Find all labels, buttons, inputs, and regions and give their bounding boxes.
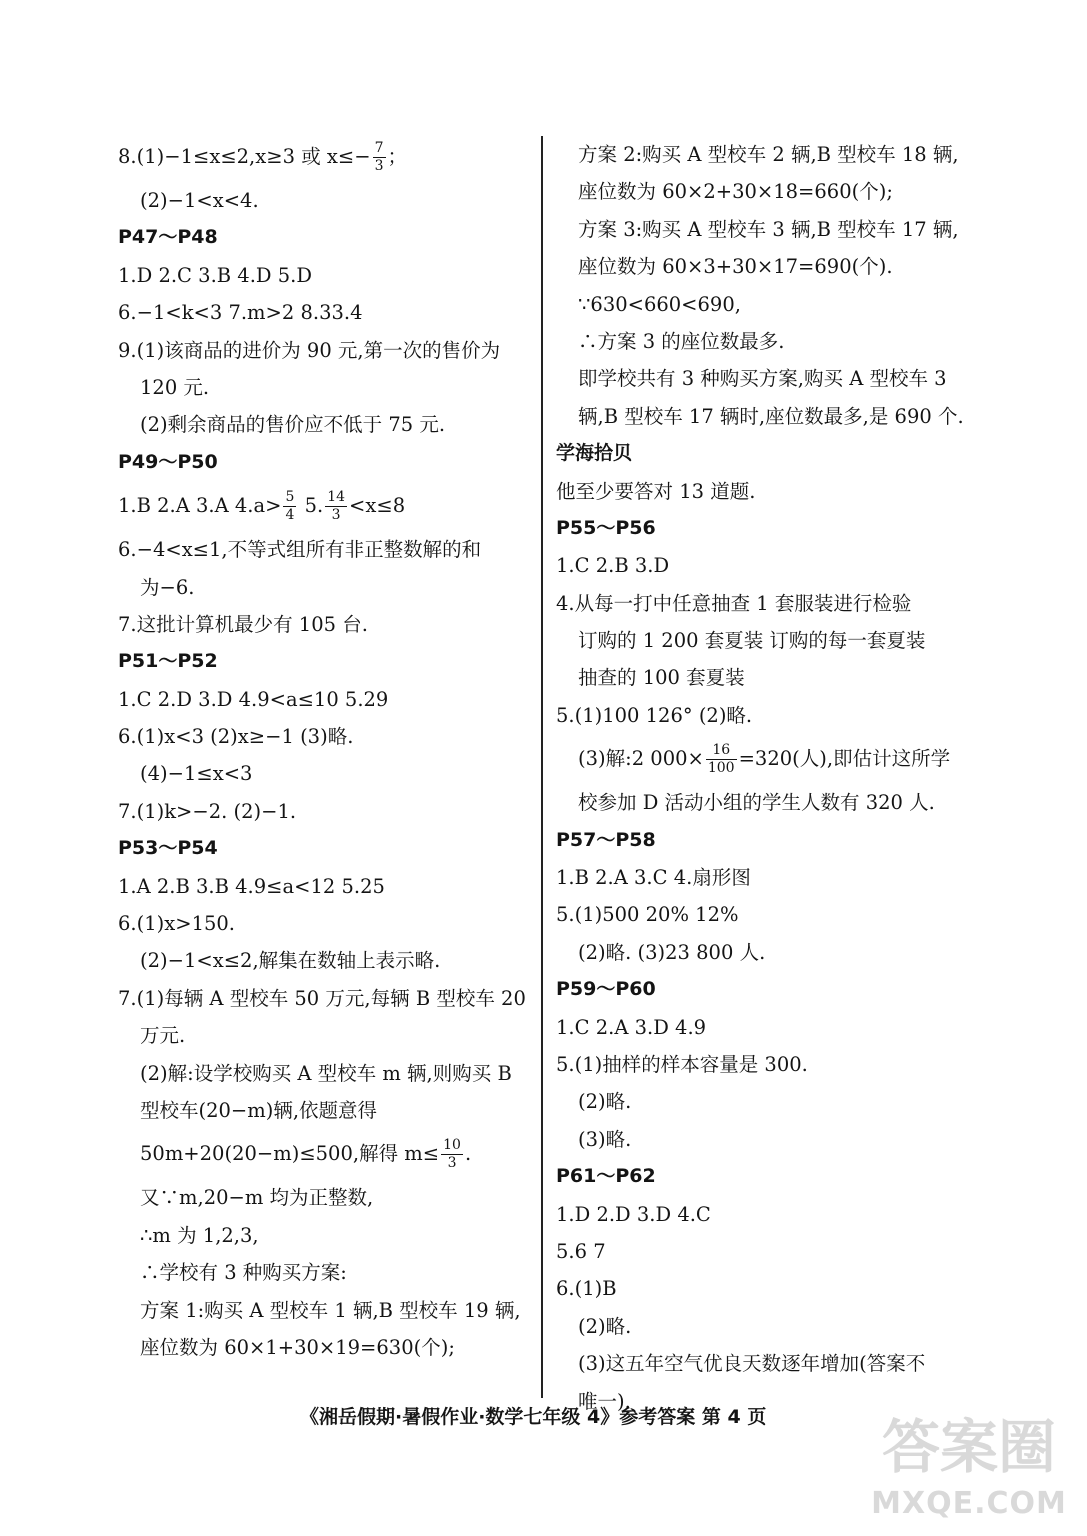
fraction [283,489,296,524]
question-number: 8. [118,145,137,168]
answer-line [118,132,530,182]
answer-line: ∴学校有 3 种购买方案: [140,1261,347,1285]
answer-line: 6.(1)x<3 (2)x≥−1 (3)略. [118,725,354,749]
answer-line: 1.B 2.A 3.C 4.扇形图 [556,866,751,890]
section-heading: P57～P58 [556,828,656,851]
section-heading: 学海拾贝 [556,442,633,465]
numerator: 16 [706,742,737,760]
answer-line: 1.C 2.B 3.D [556,554,670,578]
answer-line: 5.(1)500 20% 12% [556,903,739,927]
answer-line: 又∵m,20−m 均为正整数, [140,1186,374,1210]
answer-text: <x≤8 [349,494,406,518]
answer-line: 唯一). [578,1389,631,1413]
answer-line: 120 元. [140,375,210,399]
numerator: 10 [443,1137,461,1154]
answer-line: (3)略. [578,1127,632,1151]
denominator: 4 [285,507,295,524]
answer-line: (2)略. (3)23 800 人. [578,940,766,964]
answer-line: 订购的 1 200 套夏装 订购的每一套夏装 [578,629,926,653]
denominator: 100 [707,760,735,777]
answer-line: 1.A 2.B 3.B 4.9≤a<12 5.25 [118,874,385,898]
answer-line: 6.(1)x>150. [118,912,235,936]
left-column [118,132,530,1366]
fraction [325,489,347,524]
answer-line: ∵630<660<690, [578,292,741,316]
answer-line: 校参加 D 活动小组的学生人数有 320 人. [578,791,935,815]
answer-line: 7.(1)k>−2. (2)−1. [118,799,297,823]
section-heading: P55～P56 [556,516,656,539]
answer-text: ； [387,145,408,168]
answer-line: 1.C 2.A 3.D 4.9 [556,1015,707,1039]
section-heading: P47～P48 [118,226,218,249]
answer-text: =320(人),即估计这所学 [738,747,951,771]
answer-line [118,481,530,531]
answer-line: 方案 3:购买 A 型校车 3 辆,B 型校车 17 辆, [578,217,959,241]
answer-line: 1.C 2.D 3.D 4.9<a≤10 5.29 [118,687,389,711]
answer-line: 即学校共有 3 种购买方案,购买 A 型校车 3 [578,367,947,391]
answer-line [556,734,976,784]
answer-line: 5.(1)抽样的样本容量是 300. [556,1052,808,1076]
watermark [869,1408,1069,1526]
answer-line: 抽查的 100 套夏装 [578,666,745,690]
answer-line: 4.从每一打中任意抽查 1 套服装进行检验 [556,591,912,615]
answer-line: 座位数为 60×3+30×17=690(个). [578,255,893,279]
fraction [706,742,737,777]
answer-line: 座位数为 60×2+30×18=660(个); [578,180,893,204]
numerator: 14 [327,489,346,506]
answer-line: 方案 1:购买 A 型校车 1 辆,B 型校车 19 辆, [140,1298,521,1322]
answer-line: (2)略. [578,1314,632,1338]
answer-line: 1.D 2.D 3.D 4.C [556,1202,711,1226]
answer-line: (2)−1<x<4. [140,189,259,212]
answer-text: 5. [298,494,324,518]
numerator: 5 [285,489,295,506]
fraction [373,140,386,175]
answer-text: . [464,1142,472,1166]
answer-line: 型校车(20−m)辆,依题意得 [140,1098,378,1122]
answer-line: (2)剩余商品的售价应不低于 75 元. [140,413,446,437]
section-heading: P51～P52 [118,650,218,673]
watermark-logo: 答案圈 [881,1413,1056,1481]
answer-text: (1)−1≤x≤2,x≥3 或 x≤− [136,145,371,168]
answer-line: 辆,B 型校车 17 辆时,座位数最多,是 690 个. [578,404,964,428]
column-divider [541,136,543,1398]
answer-line: 6.−1<k<3 7.m>2 8.33.4 [118,301,363,325]
answer-line: (2)−1<x≤2,解集在数轴上表示略. [140,949,441,973]
answer-line: ∴m 为 1,2,3, [140,1223,259,1247]
section-heading: P59～P60 [556,978,656,1001]
denominator: 3 [374,158,384,174]
answer-text: 50m+20(20−m)≤500,解得 m≤ [140,1142,440,1166]
answer-line: (3)这五年空气优良天数逐年增加(答案不 [578,1352,926,1376]
answer-text: (3)解:2 000× [578,747,704,771]
answer-line: (2)解:设学校购买 A 型校车 m 辆,则购买 B [140,1061,512,1085]
right-column [556,136,976,1420]
answer-line: 6.−4<x≤1,不等式组所有非正整数解的和 [118,538,482,562]
answer-line: 5.(1)100 126° (2)略. [556,703,753,727]
answer-line: 9.(1)该商品的进价为 90 元,第一次的售价为 [118,338,501,362]
answer-text: 1.B 2.A 3.A 4.a> [118,494,282,518]
section-heading: P53～P54 [118,837,218,860]
answer-line: (4)−1≤x<3 [140,762,253,786]
answer-line: 他至少要答对 13 道题. [556,479,756,503]
answer-line: 5.6 7 [556,1239,606,1263]
answer-line: (2)略. [578,1090,632,1114]
answer-line [118,1129,530,1179]
denominator: 3 [331,507,341,524]
answer-line: 7.(1)每辆 A 型校车 50 万元,每辆 B 型校车 20 [118,986,526,1010]
numerator: 7 [374,140,384,156]
section-heading: P49～P50 [118,450,218,473]
denominator: 3 [447,1155,457,1172]
answer-line: 为−6. [140,575,195,599]
answer-line: 座位数为 60×1+30×19=630(个); [140,1335,455,1359]
watermark-text: MXQE.COM [871,1486,1067,1521]
page-footer: 《湘岳假期·暑假作业·数学七年级 4》参考答案 第 4 页 [300,1406,767,1428]
answer-line: ∴方案 3 的座位数最多. [578,329,785,353]
fraction [441,1137,463,1172]
answer-line: 7.这批计算机最少有 105 台. [118,612,368,636]
answer-line: 万元. [140,1024,186,1048]
section-heading: P61～P62 [556,1165,656,1188]
answer-line: 6.(1)B [556,1277,617,1301]
answer-line: 1.D 2.C 3.B 4.D 5.D [118,263,312,287]
answer-line: 方案 2:购买 A 型校车 2 辆,B 型校车 18 辆, [578,143,959,166]
